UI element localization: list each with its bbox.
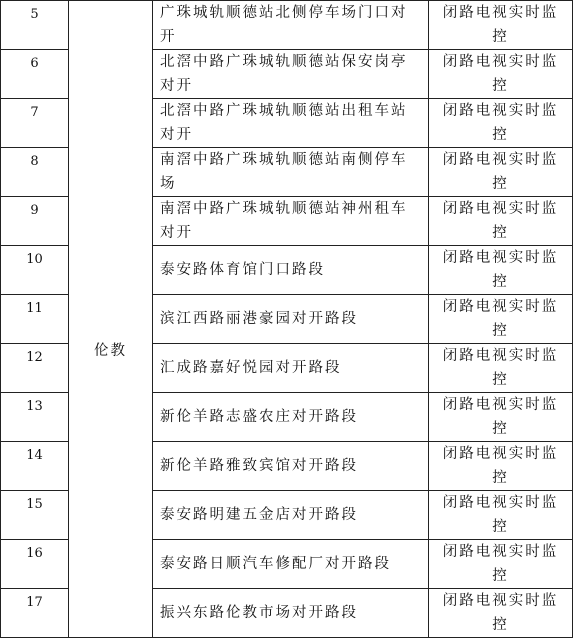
location-cell: 广珠城轨顺德站北侧停车场门口对开 bbox=[153, 1, 429, 50]
location-cell: 泰安路日顺汽车修配厂对开路段 bbox=[153, 540, 429, 589]
monitor-type-cell: 闭路电视实时监控 bbox=[429, 1, 573, 50]
row-number: 16 bbox=[1, 540, 69, 589]
monitor-type-cell: 闭路电视实时监控 bbox=[429, 491, 573, 540]
row-number: 13 bbox=[1, 393, 69, 442]
location-cell: 泰安路体育馆门口路段 bbox=[153, 246, 429, 295]
monitor-type-cell: 闭路电视实时监控 bbox=[429, 99, 573, 148]
monitor-type-cell: 闭路电视实时监控 bbox=[429, 295, 573, 344]
monitor-type-cell: 闭路电视实时监控 bbox=[429, 344, 573, 393]
row-number: 17 bbox=[1, 589, 69, 638]
location-cell: 滨江西路丽港豪园对开路段 bbox=[153, 295, 429, 344]
monitor-type-cell: 闭路电视实时监控 bbox=[429, 589, 573, 638]
location-cell: 新伦羊路志盛农庄对开路段 bbox=[153, 393, 429, 442]
location-cell: 南滘中路广珠城轨顺德站南侧停车场 bbox=[153, 148, 429, 197]
row-number: 12 bbox=[1, 344, 69, 393]
table-body bbox=[1, 1, 573, 638]
location-cell: 汇成路嘉好悦园对开路段 bbox=[153, 344, 429, 393]
monitor-type-cell: 闭路电视实时监控 bbox=[429, 246, 573, 295]
monitor-type-cell: 闭路电视实时监控 bbox=[429, 540, 573, 589]
location-cell: 泰安路明建五金店对开路段 bbox=[153, 491, 429, 540]
monitor-type-cell: 闭路电视实时监控 bbox=[429, 50, 573, 99]
table-row bbox=[1, 1, 573, 50]
row-number: 14 bbox=[1, 442, 69, 491]
row-number: 7 bbox=[1, 99, 69, 148]
location-cell: 振兴东路伦教市场对开路段 bbox=[153, 589, 429, 638]
row-number: 9 bbox=[1, 197, 69, 246]
location-cell: 南滘中路广珠城轨顺德站神州租车对开 bbox=[153, 197, 429, 246]
monitor-type-cell: 闭路电视实时监控 bbox=[429, 442, 573, 491]
location-cell: 北滘中路广珠城轨顺德站保安岗亭对开 bbox=[153, 50, 429, 99]
district-cell bbox=[69, 1, 153, 638]
row-number: 6 bbox=[1, 50, 69, 99]
row-number: 15 bbox=[1, 491, 69, 540]
district-label: 伦教 bbox=[94, 342, 127, 359]
location-cell: 新伦羊路雅致宾馆对开路段 bbox=[153, 442, 429, 491]
row-number: 10 bbox=[1, 246, 69, 295]
row-number: 5 bbox=[1, 1, 69, 50]
monitor-type-cell: 闭路电视实时监控 bbox=[429, 148, 573, 197]
row-number: 8 bbox=[1, 148, 69, 197]
monitor-type-cell: 闭路电视实时监控 bbox=[429, 393, 573, 442]
row-number: 11 bbox=[1, 295, 69, 344]
monitor-type-cell: 闭路电视实时监控 bbox=[429, 197, 573, 246]
location-cell: 北滘中路广珠城轨顺德站出租车站对开 bbox=[153, 99, 429, 148]
